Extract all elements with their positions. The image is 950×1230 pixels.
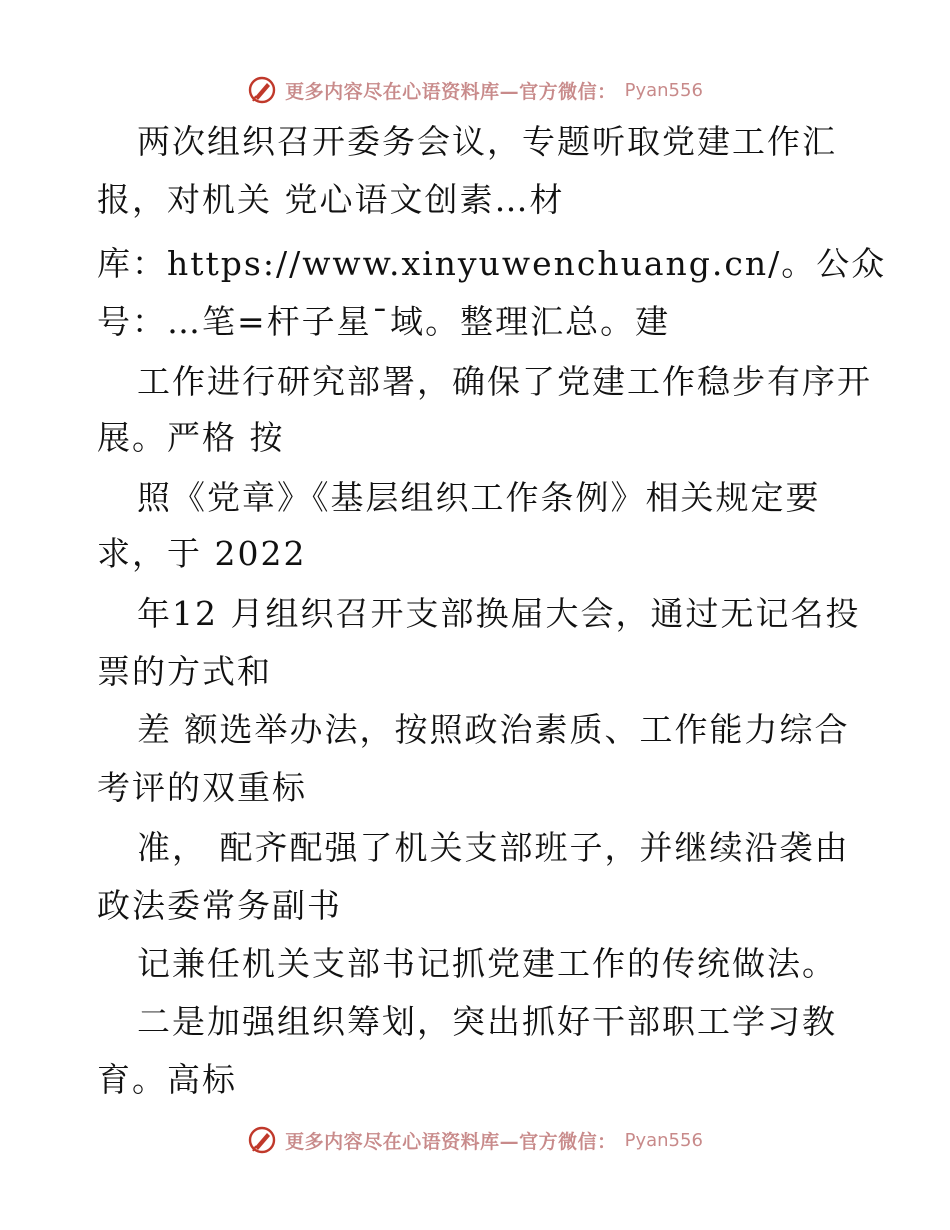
seal-pen-icon bbox=[247, 1125, 277, 1155]
text-line: 求，于 2022 bbox=[97, 534, 307, 573]
text-line: 准， 配齐配强了机关支部班子，并继续沿袭由 bbox=[137, 828, 850, 867]
watermark-contact: Pyan556 bbox=[624, 79, 703, 101]
text-line: 照《党章》《基层组织工作条例》相关规定要 bbox=[137, 478, 821, 517]
text-line: 考评的双重标 bbox=[97, 768, 307, 807]
watermark-text: 更多内容尽在心语资料库—官方微信： bbox=[285, 80, 617, 103]
text-line: 票的方式和 bbox=[97, 652, 272, 691]
text-line: 展。严格 按 bbox=[97, 418, 285, 457]
text-line: 库：https://www.xinyuwenchuang.cn/。公众 bbox=[97, 244, 887, 283]
text-line: 政法委常务副书 bbox=[97, 886, 342, 925]
watermark-text: 更多内容尽在心语资料库—官方微信： bbox=[285, 1130, 617, 1153]
watermark-contact: Pyan556 bbox=[624, 1129, 703, 1151]
text-line: 二是加强组织筹划，突出抓好干部职工学习教 bbox=[137, 1002, 837, 1041]
text-line: 育。高标 bbox=[97, 1060, 237, 1099]
footer-watermark bbox=[0, 1122, 950, 1158]
text-line: 记兼任机关支部书记抓党建工作的传统做法。 bbox=[137, 944, 837, 983]
seal-pen-icon bbox=[247, 75, 277, 105]
text-line: 年12 月组织召开支部换届大会，通过无记名投 bbox=[137, 594, 861, 633]
text-line: 两次组织召开委务会议，专题听取党建工作汇 bbox=[137, 122, 837, 161]
text-line: 报，对机关 党心语文创素…材 bbox=[97, 180, 565, 219]
text-line: 差 额选举办法，按照政治素质、工作能力综合 bbox=[137, 710, 850, 749]
text-line: 工作进行研究部署，确保了党建工作稳步有序开 bbox=[137, 362, 872, 401]
text-line: 号：…笔=杆子星¯域。整理汇总。建 bbox=[97, 302, 671, 341]
header-watermark bbox=[0, 72, 950, 108]
